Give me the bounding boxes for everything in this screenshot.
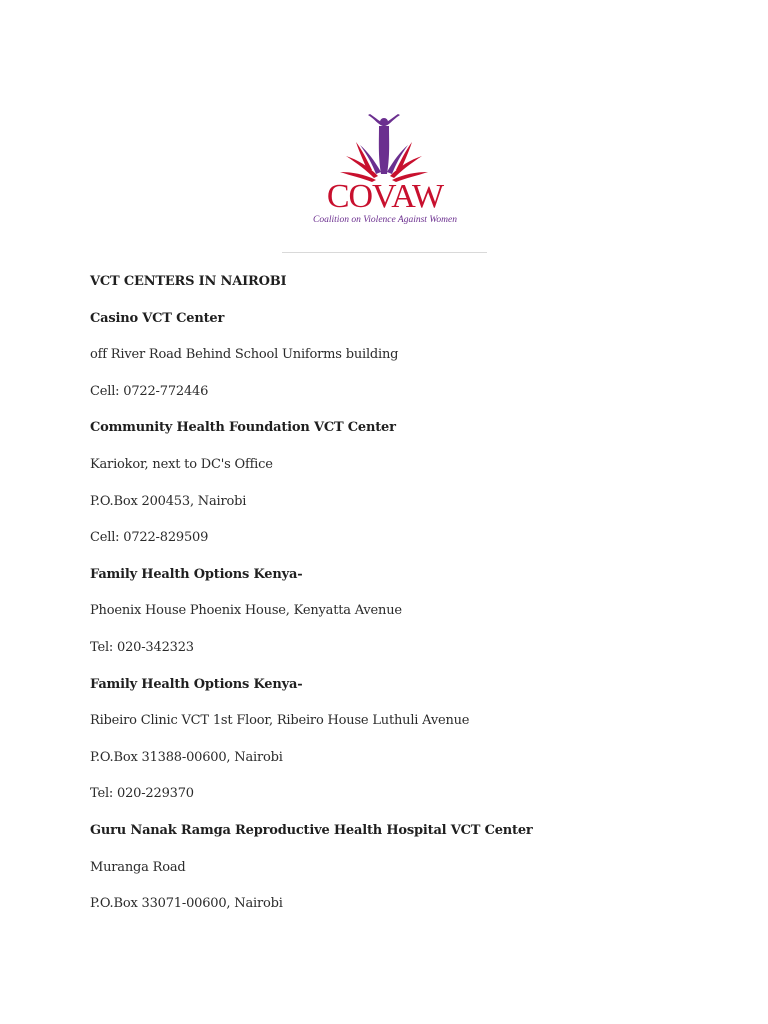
text-line: Tel: 020-342323 <box>90 640 194 655</box>
section-heading: Community Health Foundation VCT Center <box>90 420 396 436</box>
logo-brand-text: COVAW <box>326 178 444 215</box>
covaw-logo-graphic <box>290 112 480 230</box>
text-line: P.O.Box 31388-00600, Nairobi <box>90 749 283 765</box>
text-line: Muranga Road <box>90 859 186 875</box>
logo-wordmark <box>327 178 445 215</box>
text-line: off River Road Behind School Uniforms building <box>90 347 399 363</box>
text-line: Ribeiro Clinic VCT 1st Floor, Ribeiro House Luthuli Avenue <box>90 713 470 729</box>
section-heading: Family Health Options Kenya- <box>90 676 303 692</box>
text-line: P.O.Box 200453, Nairobi <box>90 493 247 509</box>
text-line: Phoenix House Phoenix House, Kenyatta Avenue <box>90 603 402 619</box>
text-line: Cell: 0722-829509 <box>90 530 209 546</box>
text-line: P.O.Box 33071-00600, Nairobi <box>90 896 283 912</box>
text-line: Kariokor, next to DC's Office <box>90 457 273 472</box>
section-heading: Family Health Options Kenya- <box>90 566 303 582</box>
header-divider <box>282 252 487 253</box>
covaw-logo <box>290 112 480 230</box>
logo-tagline: Coalition on Violence Against Women <box>313 215 457 225</box>
section-heading: VCT CENTERS IN NAIROBI <box>90 274 287 289</box>
section-heading: Guru Nanak Ramga Reproductive Health Hospital VCT Center <box>90 823 533 838</box>
text-line: Cell: 0722-772446 <box>90 383 209 399</box>
section-heading: Casino VCT Center <box>90 310 225 326</box>
text-line: Tel: 020-229370 <box>90 786 194 802</box>
